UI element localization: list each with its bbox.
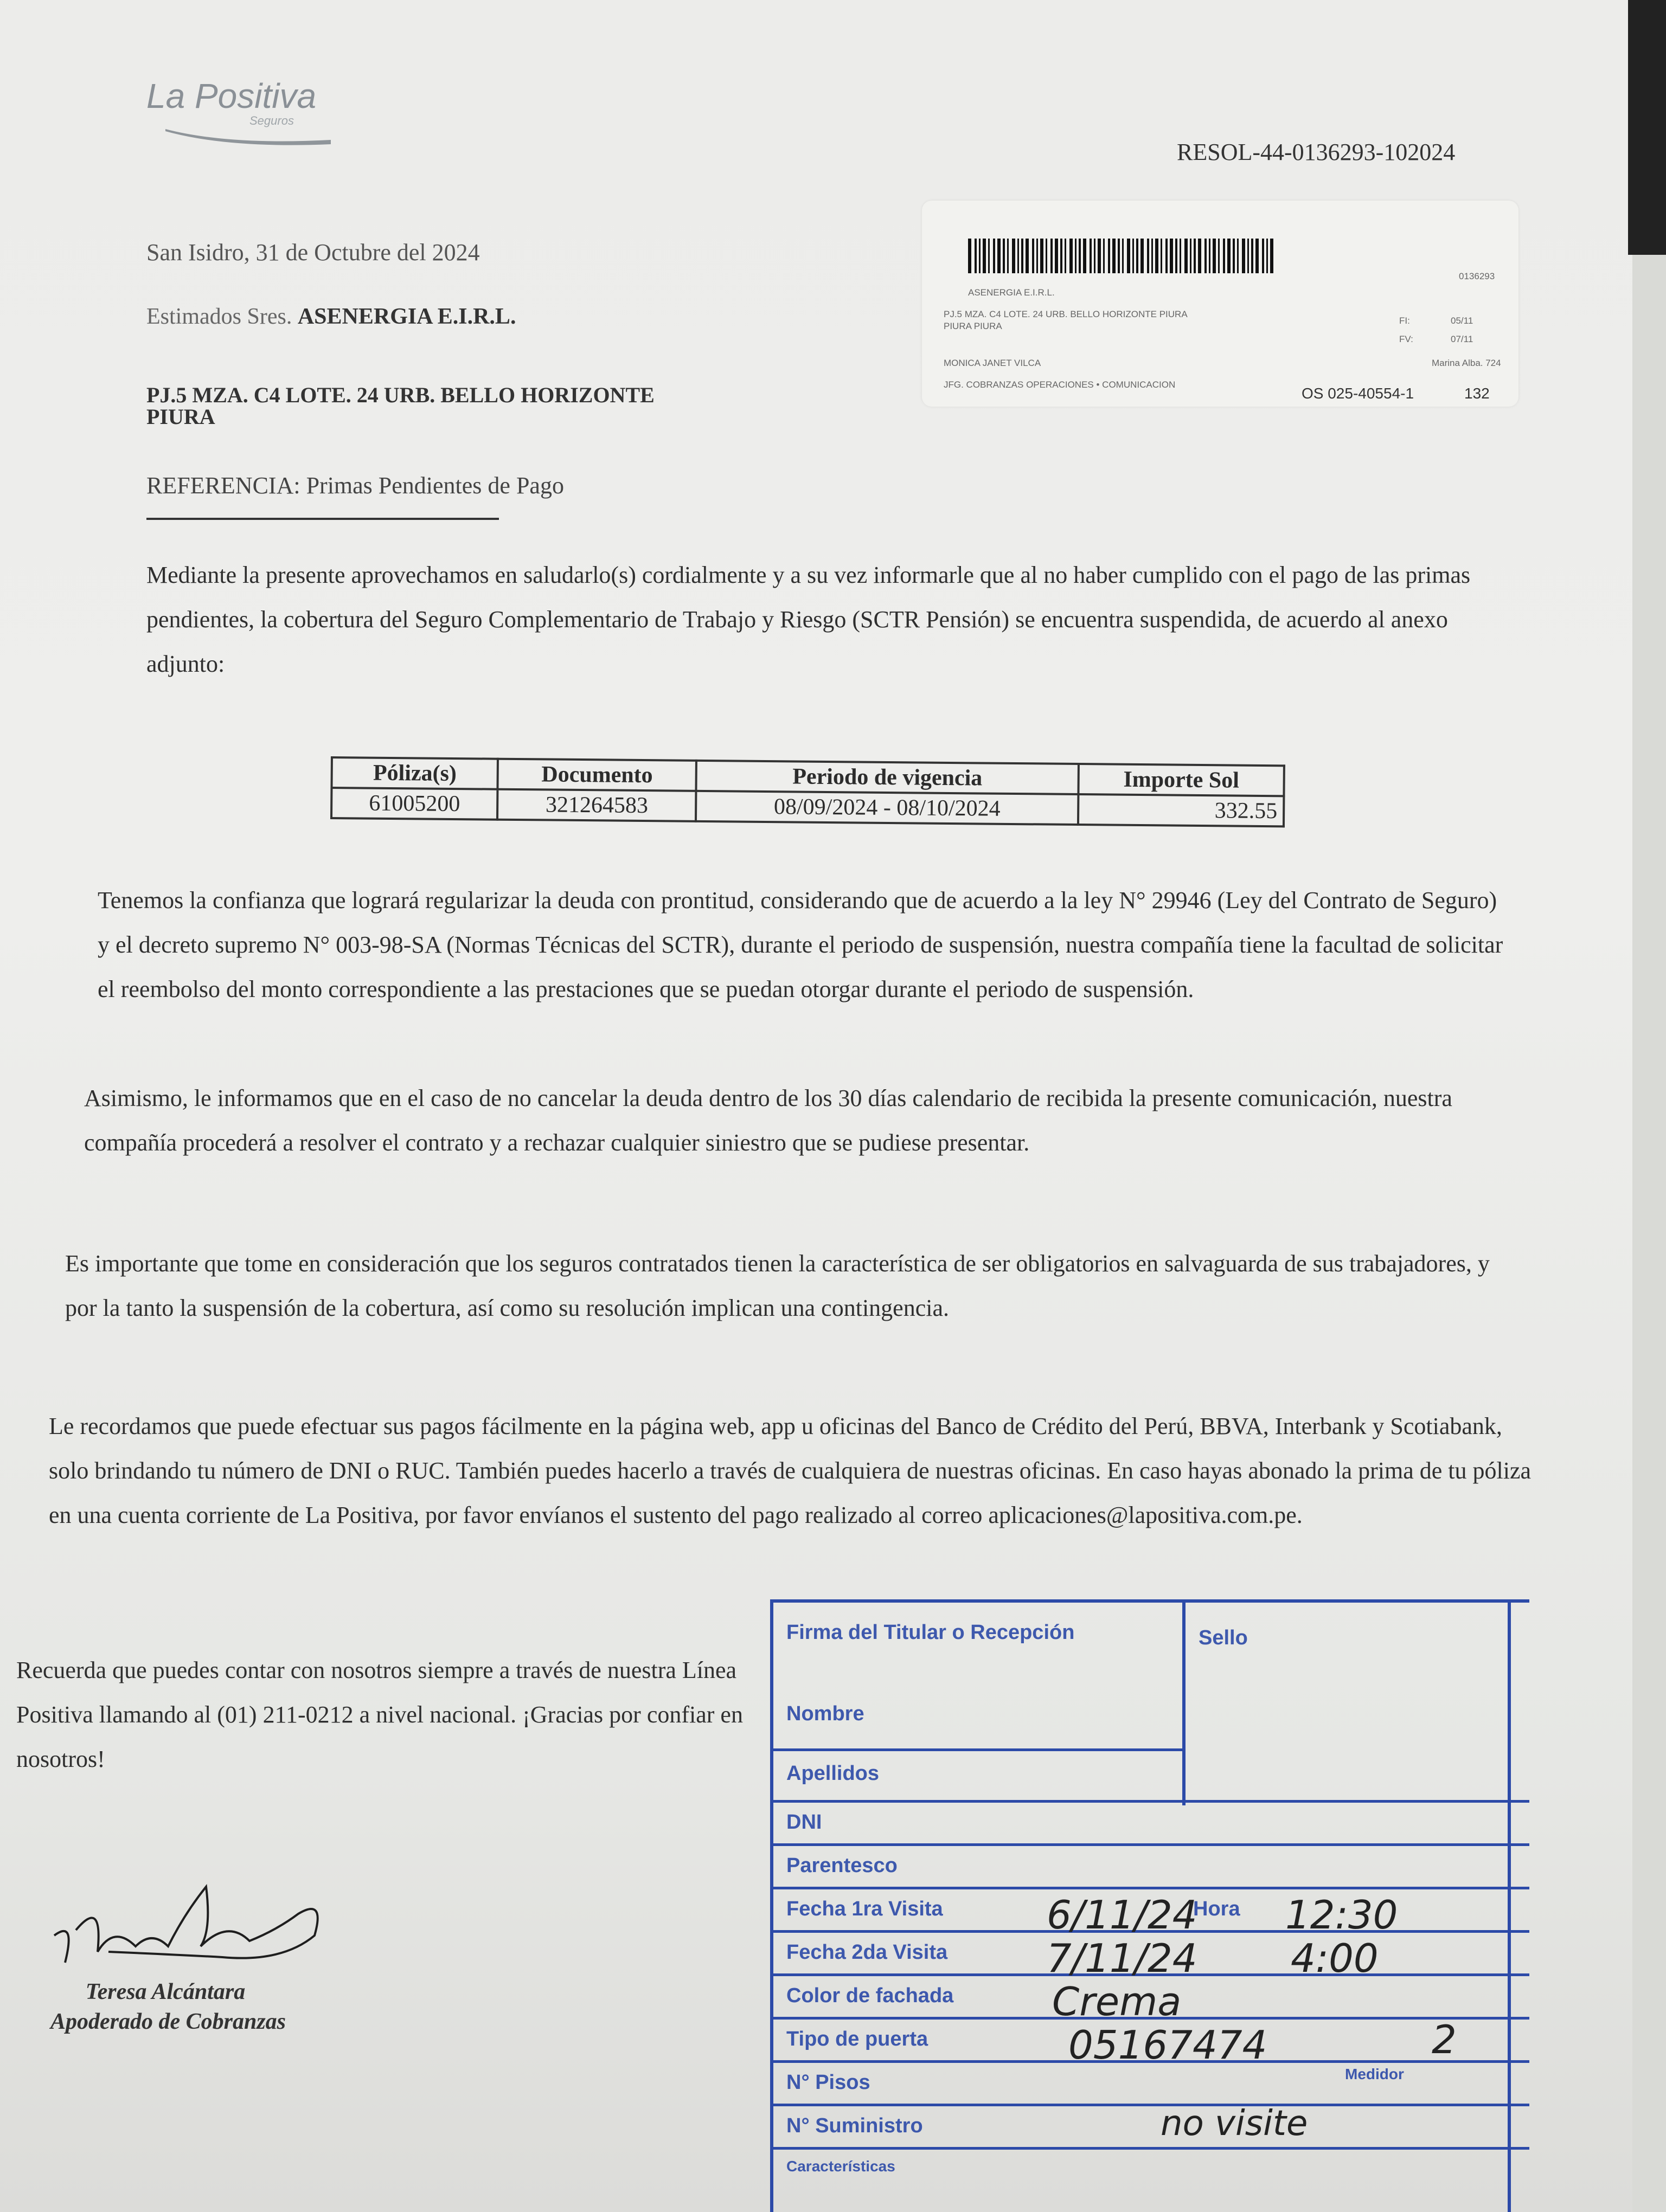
barcode-icon — [968, 239, 1277, 276]
handwritten-facade: Crema — [1052, 1979, 1182, 2024]
reference — [146, 472, 564, 499]
label-fi: FI: — [1399, 316, 1410, 326]
barcode-bar — [1161, 239, 1162, 273]
barcode-bar — [1065, 239, 1066, 273]
barcode-bar — [1021, 239, 1023, 273]
address-line-2: PIURA — [146, 404, 215, 429]
barcode-bar — [1209, 239, 1210, 273]
barcode-bar — [1050, 239, 1053, 273]
barcode-bar — [1190, 239, 1191, 273]
barcode-bar — [979, 239, 981, 273]
date-line: San Isidro, 31 de Octubre del 2024 — [146, 239, 480, 266]
header-policy: Póliza(s) — [331, 757, 498, 789]
barcode-bar — [1180, 239, 1181, 273]
barcode-bar — [1103, 239, 1105, 273]
stamp-label-supply: N° Suministro — [786, 2114, 923, 2137]
label-fi-value: 05/11 — [1451, 316, 1473, 326]
logo-subtitle: Seguros — [249, 114, 294, 127]
paragraph-6: Recuerda que puedes contar con nosotros siempre a través de nuestra Línea Positiva llamando al (01) 211-0212 a nivel nacional. ¡Gracias por confiar en nosotros! — [16, 1657, 743, 1772]
paragraph-3: Asimismo, le informamos que en el caso de no cancelar la deuda dentro de los 30 días calendario de recibida la presente comunicación, nuestra compañía procederá a resolver el contrato y a rechazar cualquier siniestro que se pudiese presentar. — [84, 1085, 1452, 1156]
stamp-label-name: Nombre — [786, 1702, 864, 1725]
stamp-label-meter: Medidor — [1345, 2066, 1404, 2082]
barcode-bar — [1213, 239, 1216, 273]
barcode-bar — [983, 239, 986, 273]
handwritten-visit2-time: 4:00 — [1291, 1935, 1379, 1981]
mailing-label — [922, 201, 1518, 407]
reference-underline — [146, 518, 499, 520]
paragraph-1: Mediante la presente aprovechamos en saludarlo(s) cordialmente y a su vez informarle que al no haber cumplido con el pago de las primas pendientes, la cobertura del Seguro Complementario de Trabajo y Riesgo (SCTR Pensión) se encuentra suspendida, de acuerdo al anexo adjunto: — [146, 562, 1471, 677]
label-fv: FV: — [1399, 334, 1413, 344]
stamp-label-relationship: Parentesco — [786, 1854, 898, 1877]
label-tracking: OS 025-40554-1 — [1302, 385, 1414, 402]
cell-period: 08/09/2024 - 08/10/2024 — [696, 791, 1078, 825]
greeting-prefix: Estimados Sres. — [146, 304, 292, 329]
stamp-label-features: Características — [786, 2158, 895, 2175]
reference-code: RESOL-44-0136293-102024 — [1177, 139, 1456, 165]
stamp-label-visit2: Fecha 2da Visita — [786, 1941, 948, 1964]
barcode-bar — [1151, 239, 1153, 273]
barcode-bar — [1098, 239, 1101, 273]
greeting — [146, 304, 516, 330]
receipt-stamp — [770, 1599, 1556, 2212]
stamp-label-facade: Color de fachada — [786, 1984, 954, 2007]
barcode-bar — [1003, 239, 1005, 273]
barcode-bar — [1198, 239, 1201, 273]
paragraph-5: Le recordamos que puede efectuar sus pagos fácilmente en la página web, app u oficinas del Banco de Crédito del Perú, BBVA, Interbank y Scotiabank, solo brindando tu número de DNI o RUC. También puedes hacerlo a través de cualquiera de nuestras oficinas. En caso hayas abonado la prima de tu póliza en una cuenta corriente de La Positiva, por favor envíanos el sustento del pago realizado al correo aplicaciones@lapositiva.com.pe. — [49, 1413, 1532, 1528]
label-fv-value: 07/11 — [1451, 334, 1473, 344]
stamp-label-visit1: Fecha 1ra Visita — [786, 1898, 943, 1920]
barcode-bar — [997, 239, 1001, 273]
barcode-bar — [1147, 239, 1149, 273]
handwritten-door-number: 05167474 — [1068, 2022, 1267, 2068]
header-document: Documento — [498, 759, 696, 791]
barcode-bar — [1046, 239, 1047, 273]
barcode-bar — [1026, 239, 1029, 273]
cell-amount: 332.55 — [1078, 794, 1284, 826]
barcode-bar — [1223, 239, 1225, 273]
barcode-bar — [1218, 239, 1220, 273]
barcode-bar — [1155, 239, 1158, 273]
barcode-bar — [1242, 239, 1245, 273]
reference-text: Primas Pendientes de Pago — [306, 472, 564, 499]
barcode-bar — [1032, 239, 1034, 273]
address-line-1: PJ.5 MZA. C4 LOTE. 24 URB. BELLO HORIZONTE — [146, 383, 655, 407]
barcode-bar — [993, 239, 995, 273]
barcode-bar — [1122, 239, 1124, 273]
stamp-label-floors: N° Pisos — [786, 2071, 870, 2094]
stamp-label-door: Tipo de puerta — [786, 2028, 928, 2050]
barcode-bar — [1255, 239, 1259, 273]
barcode-bar — [1270, 239, 1273, 273]
barcode-bar — [1007, 239, 1009, 273]
barcode-bar — [1127, 239, 1130, 273]
barcode-bar — [1251, 239, 1253, 273]
barcode-bar — [1083, 239, 1086, 273]
barcode-bar — [988, 239, 990, 273]
barcode-bar — [1262, 239, 1264, 273]
paragraph-4: Es importante que tome en consideración que los seguros contratados tienen la característica de ser obligatorios en salvaguarda de sus trabajadores, y por la tanto la suspensión de la cobertura, así como su resolución implican una contingencia. — [65, 1250, 1490, 1321]
label-count: 132 — [1464, 385, 1490, 402]
barcode-bar — [1170, 239, 1173, 273]
barcode-bar — [1132, 239, 1134, 273]
barcode-bar — [1118, 239, 1120, 273]
barcode-bar — [1237, 239, 1239, 273]
barcode-bar — [1175, 239, 1177, 273]
barcode-bar — [975, 239, 977, 273]
stamp-label-signature: Firma del Titular o Recepción — [786, 1621, 1075, 1644]
handwritten-floors: 2 — [1432, 2017, 1457, 2062]
background-edge — [1628, 0, 1666, 255]
label-sender: Marina Alba. 724 — [1432, 358, 1501, 368]
handwritten-note: no visite — [1161, 2104, 1308, 2144]
label-code: 0136293 — [1459, 271, 1495, 281]
header-period: Periodo de vigencia — [696, 761, 1079, 794]
barcode-bar — [1094, 239, 1095, 273]
label-address: PJ.5 MZA. C4 LOTE. 24 URB. BELLO HORIZONTE PIURA — [944, 309, 1188, 319]
handwritten-visit1-time: 12:30 — [1285, 1892, 1398, 1938]
header-amount: Importe Sol — [1078, 764, 1284, 796]
cell-document: 321264583 — [497, 789, 696, 821]
barcode-bar — [968, 239, 971, 273]
barcode-bar — [1266, 239, 1268, 273]
logo-text: La Positiva — [146, 76, 317, 115]
barcode-bar — [1140, 239, 1144, 273]
barcode-bar — [1204, 239, 1207, 273]
barcode-bar — [1112, 239, 1116, 273]
stamp-label-seal: Sello — [1199, 1626, 1248, 1649]
barcode-bar — [1012, 239, 1015, 273]
barcode-bar — [1136, 239, 1138, 273]
barcode-bar — [1060, 239, 1062, 273]
barcode-bar — [1247, 239, 1249, 273]
signature-icon — [43, 1865, 336, 1984]
cell-policy: 61005200 — [331, 788, 498, 820]
barcode-bar — [1075, 239, 1077, 273]
reference-label: REFERENCIA: — [146, 472, 300, 499]
label-department: JFG. COBRANZAS OPERACIONES • COMUNICACION — [944, 380, 1176, 390]
barcode-bar — [1040, 239, 1043, 273]
label-city: PIURA PIURA — [944, 321, 1002, 331]
barcode-bar — [1036, 239, 1038, 273]
barcode-bar — [1079, 239, 1081, 273]
barcode-bar — [1233, 239, 1235, 273]
label-recipient: ASENERGIA E.I.R.L. — [968, 287, 1055, 298]
signatory-name: Teresa Alcántara — [85, 1979, 246, 2004]
company-logo — [146, 76, 317, 127]
label-contact: MONICA JANET VILCA — [944, 358, 1041, 368]
logo-swoosh-icon — [163, 124, 336, 145]
barcode-bar — [1184, 239, 1188, 273]
barcode-bar — [1227, 239, 1231, 273]
policy-table — [330, 756, 1285, 827]
handwritten-visit2-date: 7/11/24 — [1047, 1935, 1197, 1981]
barcode-bar — [1017, 239, 1019, 273]
barcode-bar — [1069, 239, 1073, 273]
barcode-bar — [1165, 239, 1168, 273]
stamp-label-dni: DNI — [786, 1811, 822, 1834]
stamp-label-hour: Hora — [1193, 1898, 1240, 1920]
barcode-bar — [1194, 239, 1196, 273]
barcode-bar — [1108, 239, 1110, 273]
signatory-role: Apoderado de Cobranzas — [50, 2009, 286, 2034]
stamp-label-surname: Apellidos — [786, 1762, 880, 1785]
barcode-bar — [1090, 239, 1092, 273]
recipient-name: ASENERGIA E.I.R.L. — [297, 304, 516, 329]
handwritten-visit1-date: 6/11/24 — [1047, 1892, 1197, 1938]
paragraph-2: Tenemos la confianza que logrará regularizar la deuda con prontitud, considerando que de acuerdo a la ley N° 29946 (Ley del Contrato de Seguro) y el decreto supremo N° 003-98-SA (Normas Técnicas del SCTR), durante el periodo de suspensión, nuestra compañía tiene la facultad de solicitar el reembolso del monto correspondiente a las prestaciones que se puedan otorgar durante el periodo de suspensión. — [98, 887, 1503, 1002]
barcode-bar — [1055, 239, 1058, 273]
